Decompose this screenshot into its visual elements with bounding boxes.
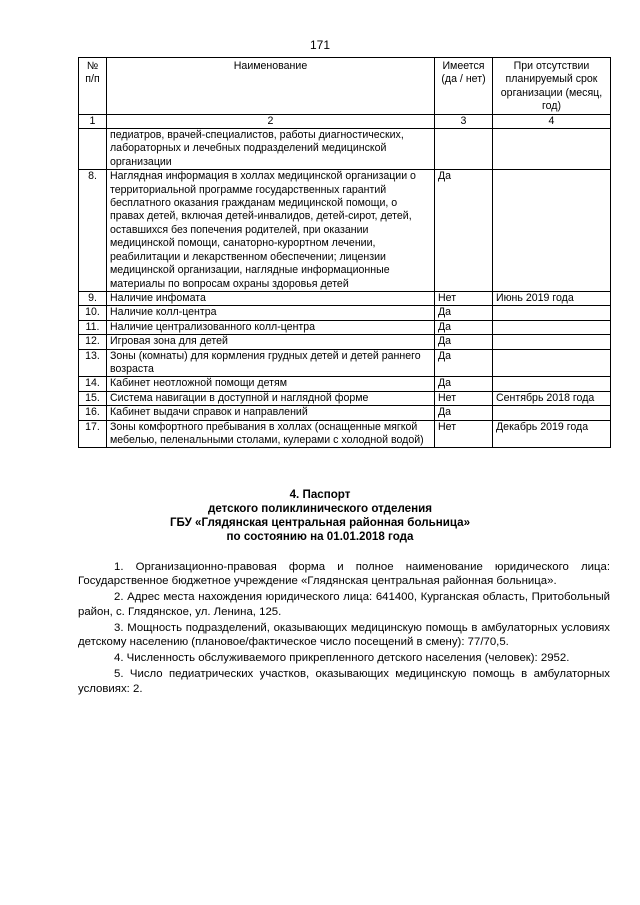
paragraph-districts: 5. Число педиатрических участков, оказывающих медицинскую помощь в амбулаторных условиях: 2. — [78, 668, 610, 695]
row-available: Нет — [435, 291, 493, 305]
row-planned: Сентябрь 2018 года — [493, 391, 611, 405]
table-row — [79, 391, 611, 405]
table-row — [79, 320, 611, 334]
row-name: педиатров, врачей-специалистов, работы диагностических, лабораторных и лечебных подразделений медицинской организации — [107, 129, 435, 170]
row-name: Наличие инфомата — [107, 291, 435, 305]
column-number: 3 — [435, 114, 493, 128]
section-organization: ГБУ «Глядянская центральная районная больница» — [169, 516, 471, 529]
row-name: Зоны комфортного пребывания в холлах (оснащенные мягкой мебелью, пеленальными столами, кулерами с холодной водой) — [107, 420, 435, 448]
row-name: Игровая зона для детей — [107, 335, 435, 349]
column-number: 1 — [79, 114, 107, 128]
table-row — [79, 420, 611, 448]
table-row — [79, 170, 611, 292]
row-name: Зоны (комнаты) для кормления грудных детей и детей раннего возраста — [107, 349, 435, 377]
column-number: 4 — [493, 114, 611, 128]
table-row — [79, 377, 611, 391]
paragraph-capacity: 3. Мощность подразделений, оказывающих медицинскую помощь в амбулаторных условиях детскому населению (плановое/фактическое число посещений в смену): 77/70,5. — [78, 621, 610, 649]
row-planned — [493, 129, 611, 170]
row-available: Да — [435, 406, 493, 420]
row-number: 17. — [79, 420, 107, 448]
row-name: Кабинет выдачи справок и направлений — [107, 406, 435, 420]
row-planned — [493, 320, 611, 334]
column-number-row — [79, 114, 611, 128]
row-name: Наглядная информация в холлах медицинской организации о территориальной программе государственных гарантий бесплатного оказания гражданам медицинской помощи, о правах детей, включая детей-инвалидов, детей-сирот, детей, оставшихся без попечения родителей, при оказании медицинской помощи, санаторно-курортном лечении, реабилитации и лекарственном обеспечении; лицензии медицинской организации, наглядные информационные материалы по вопросам охраны здоровья детей — [107, 170, 435, 292]
section-subtitle: детского поликлинического отделения — [207, 502, 433, 515]
row-available: Нет — [435, 420, 493, 448]
table-row — [79, 406, 611, 420]
section-date: по состоянию на 01.01.2018 года — [226, 530, 414, 543]
facility-table — [78, 57, 611, 448]
row-number: 12. — [79, 335, 107, 349]
row-planned — [493, 306, 611, 320]
row-number: 16. — [79, 406, 107, 420]
table-row — [79, 306, 611, 320]
header-planned: При отсутствии планируемый срок организации (месяц, год) — [493, 58, 611, 115]
section-title: 4. Паспорт — [289, 488, 351, 501]
row-number: 15. — [79, 391, 107, 405]
row-planned — [493, 377, 611, 391]
row-planned: Декабрь 2019 года — [493, 420, 611, 448]
row-name: Кабинет неотложной помощи детям — [107, 377, 435, 391]
row-available — [435, 129, 493, 170]
row-available: Да — [435, 335, 493, 349]
row-planned: Июнь 2019 года — [493, 291, 611, 305]
row-number: 10. — [79, 306, 107, 320]
row-number: 13. — [79, 349, 107, 377]
row-available: Да — [435, 306, 493, 320]
row-available: Нет — [435, 391, 493, 405]
row-number: 14. — [79, 377, 107, 391]
row-available: Да — [435, 377, 493, 391]
column-number: 2 — [107, 114, 435, 128]
row-number: 8. — [79, 170, 107, 292]
passport-paragraphs — [78, 560, 610, 698]
row-planned — [493, 335, 611, 349]
row-name: Наличие централизованного колл-центра — [107, 320, 435, 334]
row-number: 9. — [79, 291, 107, 305]
row-planned — [493, 170, 611, 292]
row-planned — [493, 349, 611, 377]
header-number: № п/п — [79, 58, 107, 115]
row-number: 11. — [79, 320, 107, 334]
row-available: Да — [435, 320, 493, 334]
paragraph-address: 2. Адрес места нахождения юридического лица: 641400, Курганская область, Притобольный район, с. Глядянское, ул. Ленина, 125. — [78, 591, 610, 618]
row-available: Да — [435, 349, 493, 377]
table-row — [79, 349, 611, 377]
row-number — [79, 129, 107, 170]
paragraph-legal-form: 1. Организационно-правовая форма и полное наименование юридического лица: Государственное бюджетное учреждение «Глядянская центральная районная больница». — [78, 561, 610, 588]
header-available: Имеется (да / нет) — [435, 58, 493, 115]
row-planned — [493, 406, 611, 420]
table-row — [79, 335, 611, 349]
row-name: Наличие колл-центра — [107, 306, 435, 320]
paragraph-population: 4. Численность обслуживаемого прикрепленного детского населения (человек): 2952. — [114, 652, 570, 665]
header-name: Наименование — [107, 58, 435, 115]
row-name: Система навигации в доступной и наглядной форме — [107, 391, 435, 405]
table-row — [79, 129, 611, 170]
row-available: Да — [435, 170, 493, 292]
section-heading — [0, 488, 640, 544]
table-header-row — [79, 58, 611, 115]
page-number: 171 — [309, 38, 331, 52]
table-row — [79, 291, 611, 305]
